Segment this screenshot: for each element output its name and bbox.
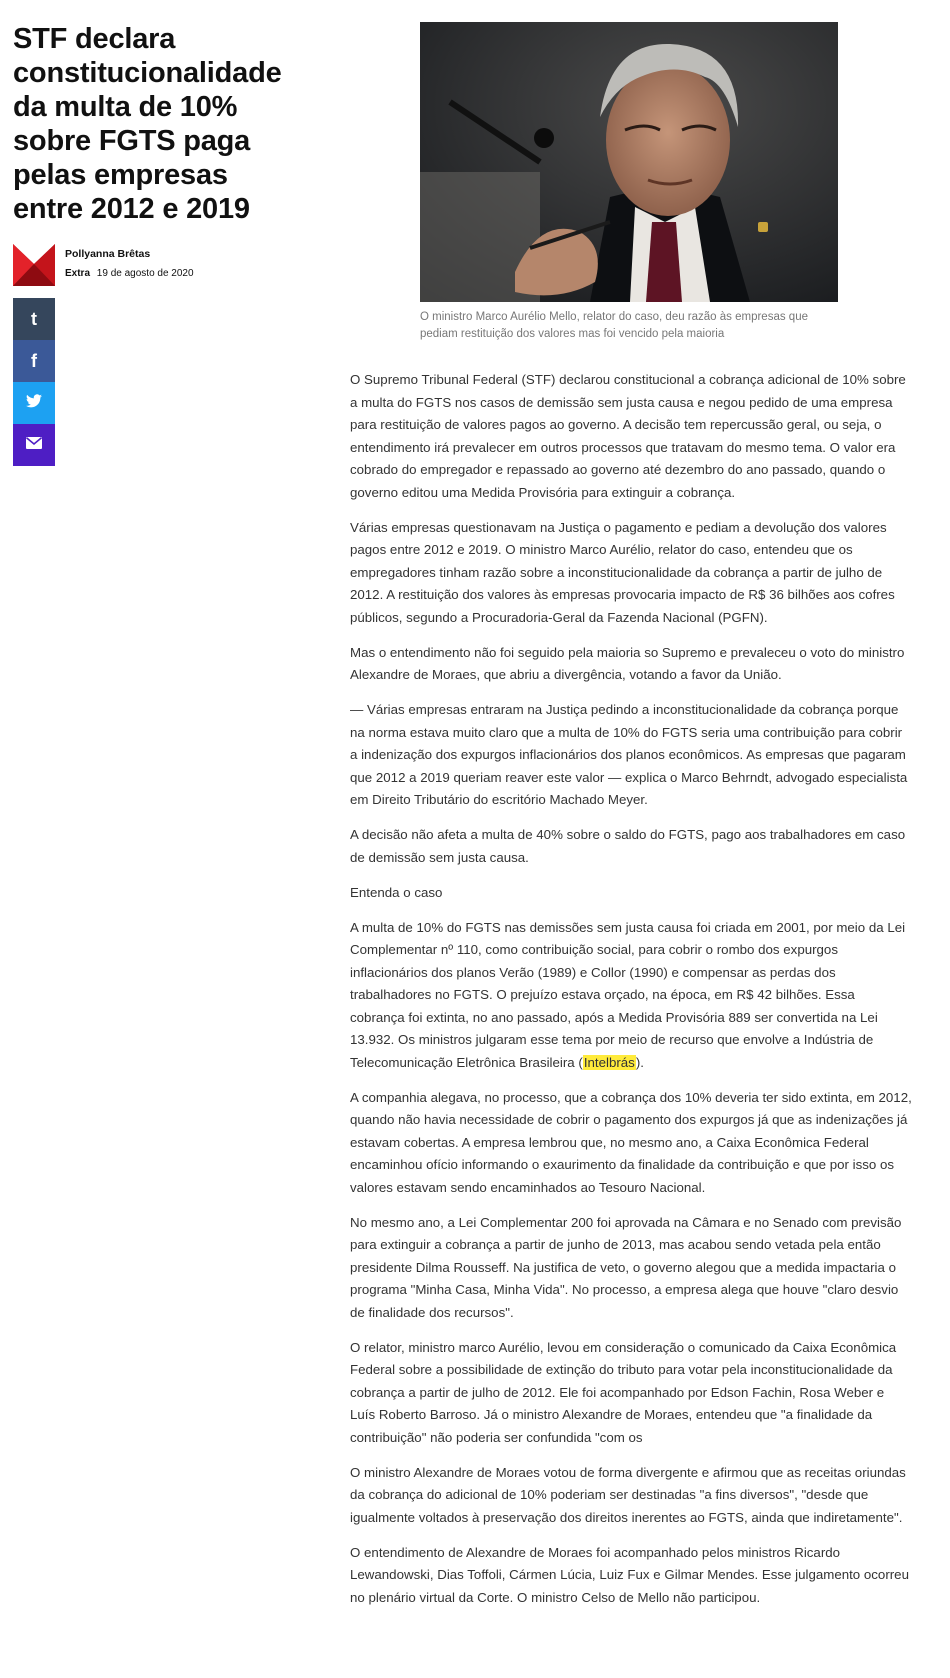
paragraph: O Supremo Tribunal Federal (STF) declarou constitucional a cobrança adicional de 10% sobre a multa do FGTS nos casos de demissão sem justa causa e negou pedido de uma empresa para restituição de valores pagos ao governo. A decisão tem repercussão geral, ou seja, o entendimento irá prevalecer em outros processos que tratavam do mesmo tema. O valor era cobrado do empregador e repassado ao governo até dezembro do ano passado, quando o governo editou uma Medida Provisória para extinguir a cobrança. [350,372,906,500]
share-facebook-button[interactable] [13,340,55,382]
paragraph-text: A multa de 10% do FGTS nas demissões sem justa causa foi criada em 2001, por meio da Lei Complementar nº 110, como contribuição social, para cobrir o rombo dos expurgos inflacionários dos planos Verão (1989) e Collor (1990) e compensar as perdas dos trabalhadores no FGTS. O prejuízo estava orçado, na época, em R$ 42 bilhões. Essa cobrança foi extinta, no ano passado, após a Medida Provisória 889 ser convertida na Lei 13.932. Os ministros julgaram esse tema por meio de recurso que envolve a Indústria de Telecomunicação Eletrônica Brasileira ( [350,919,906,1070]
paragraph: O relator, ministro marco Aurélio, levou em consideração o comunicado da Caixa Econômica Federal sobre a possibilidade de extinção do tributo para votar pela inconstitucionalidade da cobrança a partir de julho de 2012. Ele foi acompanhado por Edson Fachin, Rosa Weber e Luís Roberto Barroso. Já o ministro Alexandre de Moraes, entendeu que "a finalidade da contribuição" não poderia ser confundida "com os [350,1339,897,1445]
paragraph: O entendimento de Alexandre de Moraes foi acompanhado pelos ministros Ricardo Lewandowski, Dias Toffoli, Cármen Lúcia, Luiz Fux e Gilmar Mendes. Esse julgamento ocorreu no plenário virtual da Corte. O ministro Celso de Mello não participou. [350,1544,909,1605]
twitter-icon [26,394,42,413]
article-photo [420,22,838,302]
author-name[interactable]: Pollyanna Brêtas [65,248,151,260]
facebook-icon: f [31,350,37,371]
paragraph-quote: — Várias empresas entraram na Justiça pedindo a inconstitucionalidade da cobrança porque na norma estava muito claro que a multa de 10% do FGTS seria uma contribuição para cobrir a indenização dos expurgos inflacionários dos planos econômicos. As empresas que pagaram que 2012 a 2019 queriam reaver este valor — explica o Marco Behrndt, advogado especialista em Direito Tributário do escritório Machado Meyer. [350,702,908,807]
share-twitter-button[interactable] [13,382,55,424]
publication-meta [65,268,194,279]
paragraph: A companhia alegava, no processo, que a cobrança dos 10% deveria ter sido extinta, em 2012, quando não havia necessidade de cobrir o pagamento dos expurgos já que as indenizações já estavam cobertas. A empresa lembrou que, no mesmo ano, a Caixa Econômica Federal encaminhou ofício informando o exaurimento da finalidade da contribuição e que por isso os valores estavam sendo encaminhados ao Tesouro Nacional. [350,1089,912,1195]
article-headline: STF declara constitucionalidade da multa de 10% sobre FGTS paga pelas empresas entre 2012 e 2019 [13,23,282,225]
photo-caption: O ministro Marco Aurélio Mello, relator do caso, deu razão às empresas que pediam restituição dos valores mas foi vencido pela maioria [420,311,808,340]
paragraph: A decisão não afeta a multa de 40% sobre o saldo do FGTS, pago aos trabalhadores em caso de demissão sem justa causa. [350,827,906,865]
publication-name: Extra [65,268,91,279]
paragraph: Mas o entendimento não foi seguido pela maioria so Supremo e prevaleceu o voto do ministro Alexandre de Moraes, que abriu a divergência, votando a favor da União. [350,644,905,682]
paragraph: No mesmo ano, a Lei Complementar 200 foi aprovada na Câmara e no Senado com previsão para extinguir a cobrança a partir de junho de 2013, mas acabou sendo vetada pela então presidente Dilma Rousseff. Na justifica de veto, o governo alegou que a medida impactaria o programa "Minha Casa, Minha Vida". No processo, a empresa alega que houve "claro desvio de finalidade dos recursos". [350,1214,902,1320]
paragraph: O ministro Alexandre de Moraes votou de forma divergente e afirmou que as receitas oriundas da cobrança do adicional de 10% poderiam ser destinadas "a fins diversos", "desde que igualmente voltados à preservação dos direitos inerentes ao FGTS, ainda que indiretamente". [350,1464,906,1525]
company-highlight-link[interactable]: Intelbrás [583,1054,635,1070]
section-subheading: Entenda o caso [350,884,443,900]
publication-logo-icon[interactable] [13,244,55,286]
publish-date: 19 de agosto de 2020 [96,268,194,279]
paragraph: Várias empresas questionavam na Justiça o pagamento e pediam a devolução dos valores pagos entre 2012 e 2019. O ministro Marco Aurélio, relator do caso, entendeu que os empregadores tinham razão sobre a inconstitucionalidade da cobrança a partir de julho de 2012. A restituição dos valores às empresas provocaria impacto de R$ 36 bilhões aos cofres públicos, segundo a Procuradoria-Geral da Fazenda Nacional (PGFN). [350,519,895,625]
tumblr-icon: t [31,308,37,329]
share-email-button[interactable] [13,424,55,466]
share-bar [13,298,55,466]
paragraph-text-end: ). [635,1054,644,1070]
share-tumblr-button[interactable] [13,298,55,340]
email-icon [26,436,42,454]
byline [13,244,293,288]
paragraph-with-link [350,917,912,1075]
article-body [350,369,912,1622]
